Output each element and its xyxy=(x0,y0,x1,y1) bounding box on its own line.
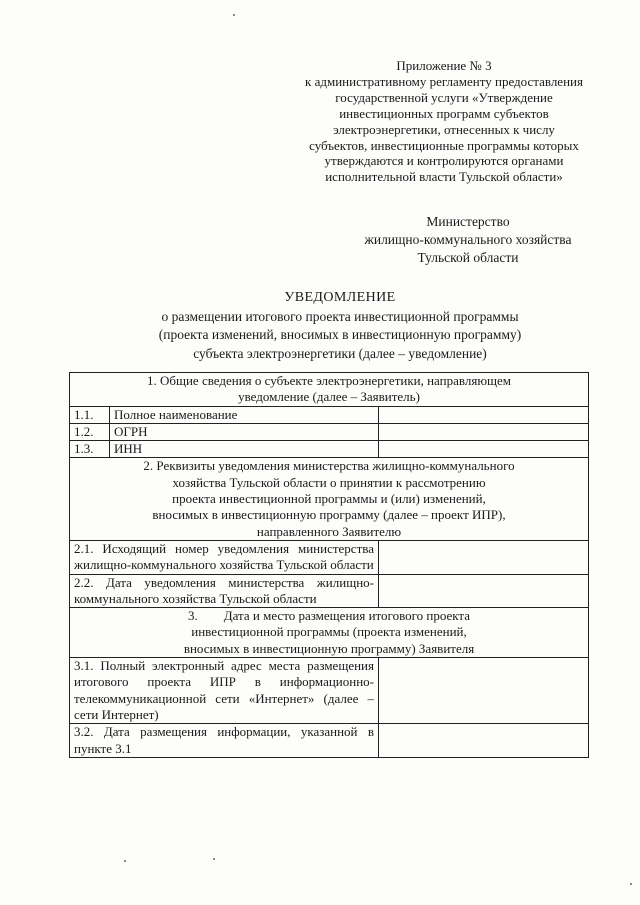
table-row xyxy=(70,406,589,423)
scan-speck xyxy=(630,883,632,885)
row-label: 2.2. Дата уведомления министерства жилищно-коммунального хозяйства Тульской области xyxy=(70,574,379,608)
full-name-value-field[interactable] xyxy=(379,406,589,423)
scan-speck xyxy=(233,14,235,16)
internet-address-value-field[interactable] xyxy=(379,658,589,724)
row-label: ОГРН xyxy=(110,423,379,440)
section-1-line: уведомление (далее – Заявитель) xyxy=(238,389,420,405)
row-number: 1.3. xyxy=(70,441,110,458)
table-row xyxy=(70,540,589,574)
title-line: (проекта изменений, вносимых в инвестиционную программу) xyxy=(158,327,522,342)
appendix-line: исполнительной власти Тульской области» xyxy=(325,169,563,185)
addressee-block xyxy=(320,213,616,267)
appendix-line: утверждаются и контролируются органами xyxy=(324,153,564,169)
section-3-line: инвестиционной программы (проекта изменений, xyxy=(191,624,467,640)
addressee-line: Министерство xyxy=(426,214,510,229)
section-2-header xyxy=(70,458,589,540)
appendix-line: Приложение № 3 xyxy=(396,58,492,73)
inn-value-field[interactable] xyxy=(379,441,589,458)
row-label: 3.2. Дата размещения информации, указанной в пункте 3.1 xyxy=(70,724,379,758)
row-number: 1.2. xyxy=(70,423,110,440)
row-number: 1.1. xyxy=(70,406,110,423)
appendix-line: субъектов, инвестиционные программы которых xyxy=(309,137,579,153)
row-label: 2.1. Исходящий номер уведомления министерства жилищно-коммунального хозяйства Тульской области xyxy=(70,540,379,574)
table-row xyxy=(70,724,589,758)
scan-speck xyxy=(213,858,215,860)
title-line: о размещении итогового проекта инвестиционной программы xyxy=(161,308,519,324)
addressee-line: Тульской области xyxy=(417,250,519,265)
section-header-row xyxy=(70,458,589,540)
section-2-line: вносимых в инвестиционную программу (далее – проект ИПР), xyxy=(152,507,506,523)
section-1-header xyxy=(70,373,589,407)
notice-number-value-field[interactable] xyxy=(379,540,589,574)
section-header-row xyxy=(70,608,589,658)
appendix-header xyxy=(268,58,620,185)
title-main: УВЕДОМЛЕНИЕ xyxy=(284,290,396,305)
section-header-row xyxy=(70,373,589,407)
section-3-line: 3. Дата и место размещения итогового проекта xyxy=(187,608,471,624)
row-label: Полное наименование xyxy=(110,406,379,423)
publication-date-value-field[interactable] xyxy=(379,724,589,758)
row-label: 3.1. Полный электронный адрес места размещения итогового проекта ИПР в информационно-телекоммуникационной сети «Интернет» (далее – сети Интернет) xyxy=(70,658,379,724)
table-row xyxy=(70,441,589,458)
notification-form-table xyxy=(69,372,589,758)
appendix-line: электроэнергетики, отнесенных к числу xyxy=(333,121,555,137)
document-title xyxy=(60,289,620,363)
appendix-line: инвестиционных программ субъектов xyxy=(339,105,549,121)
section-1-line: 1. Общие сведения о субъекте электроэнергетики, направляющем xyxy=(146,373,512,388)
appendix-line: к административному регламенту предоставления xyxy=(305,73,583,89)
table-row xyxy=(70,658,589,724)
section-2-line: направленного Заявителю xyxy=(256,523,402,539)
scan-speck xyxy=(124,860,126,862)
notice-date-value-field[interactable] xyxy=(379,574,589,608)
row-label: ИНН xyxy=(110,441,379,458)
section-2-line: 2. Реквизиты уведомления министерства жилищно-коммунального xyxy=(143,458,515,474)
title-line: субъекта электроэнергетики (далее – уведомление) xyxy=(193,345,487,361)
table-row xyxy=(70,574,589,608)
ogrn-value-field[interactable] xyxy=(379,423,589,440)
section-2-line: проекта инвестиционной программы и (или) изменений, xyxy=(172,491,486,507)
addressee-line: жилищно-коммунального хозяйства xyxy=(364,232,572,247)
appendix-line: государственной услуги «Утверждение xyxy=(335,89,553,105)
section-2-line: хозяйства Тульской области о принятии к рассмотрению xyxy=(172,474,486,490)
section-3-header xyxy=(70,608,589,658)
table-row xyxy=(70,423,589,440)
section-3-line: вносимых в инвестиционную программу) Заявителя xyxy=(183,640,475,656)
